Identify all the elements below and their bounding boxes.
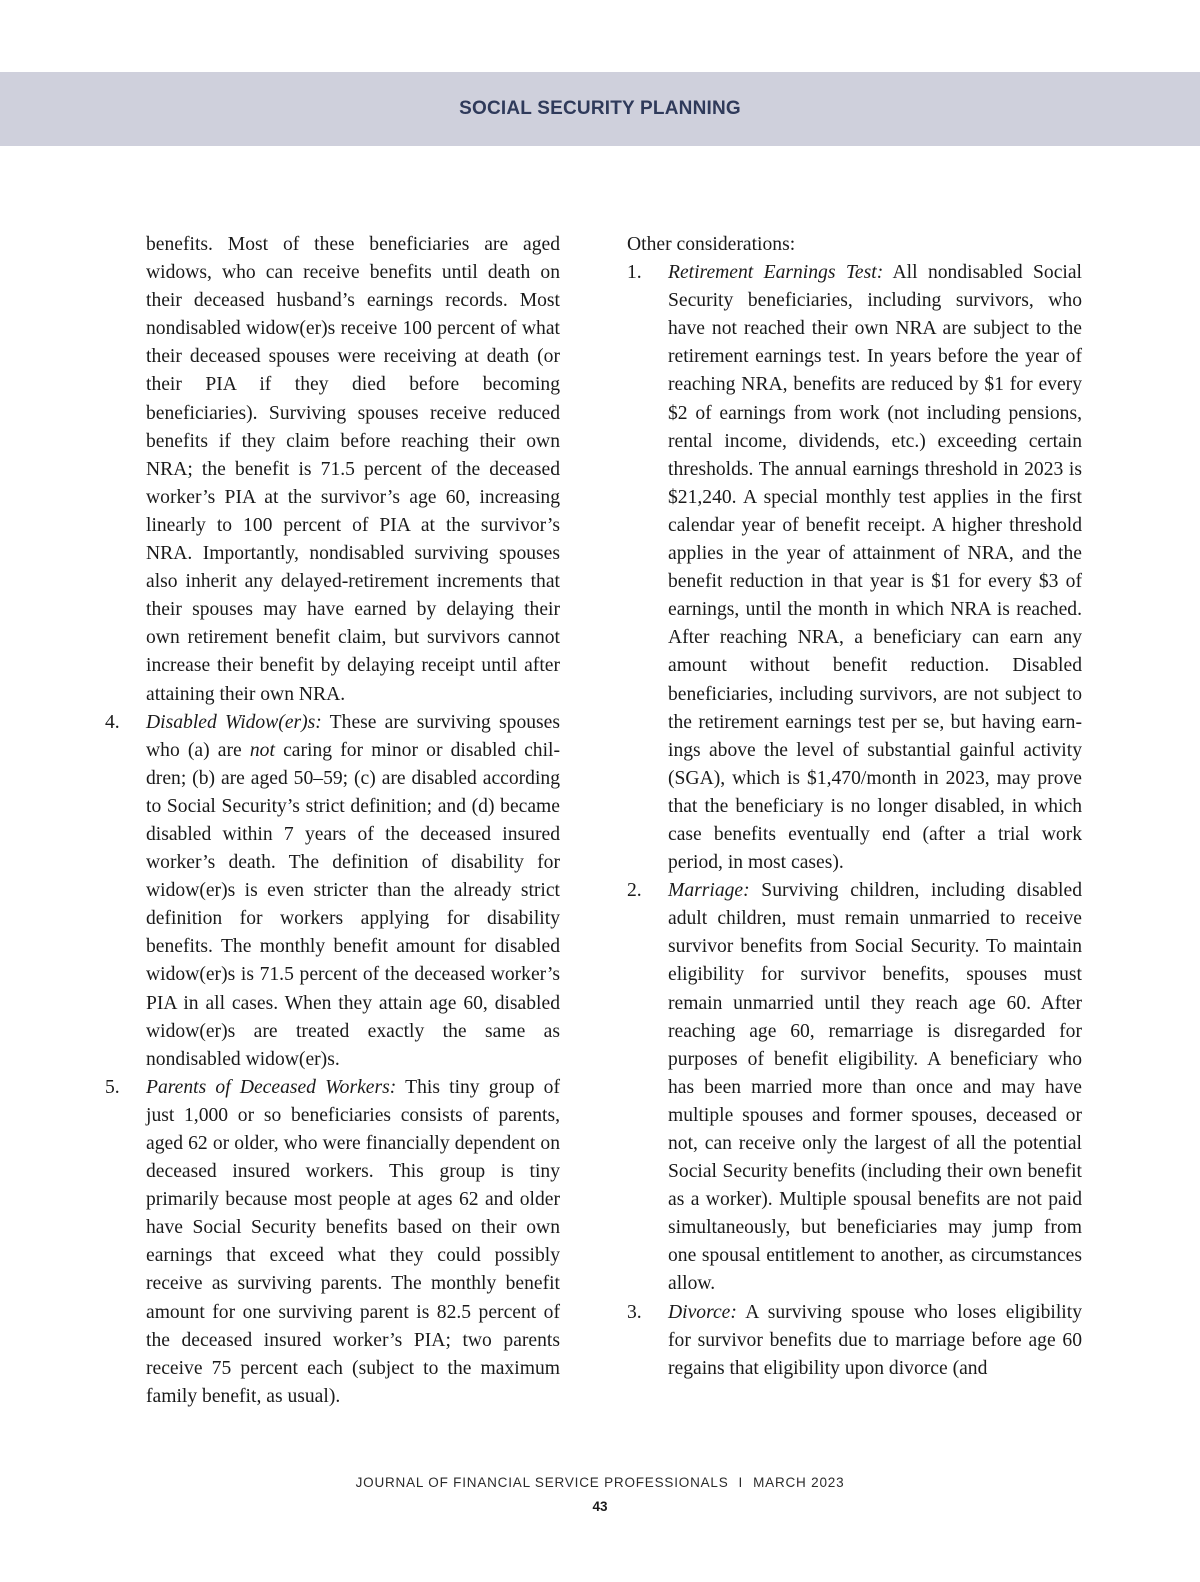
page-number: 43 [592, 1499, 608, 1514]
list-number: 5. [105, 1076, 120, 1098]
list-item-disabled-widowers [105, 709, 560, 1074]
footer-journal-line [0, 1475, 1200, 1490]
list-term: Disabled Widow(er)s: [146, 711, 322, 733]
continued-paragraph: benefits. Most of these beneficiaries are aged widows, who can receive benefits until death on their deceased husband’s earnings records. Most nondisabled widow(er)s receive 100 percent of what their deceased spouses were receiving at death (or their PIA if they died before becoming beneficiaries). Surviving spouses receive reduced benefits if they claim before reaching their own NRA; the benefit is 71.5 percent of the deceased worker’s PIA at the survivor’s age 60, increasing linearly to 100 percent of PIA at the survivor’s NRA. Importantly, nondisabled surviving spouses also inherit any delayed-retirement increments that their spouses may have earned by delaying their own retirement benefit claim, but survivors cannot increase their benefit by delaying receipt until after attaining their own NRA. [146, 234, 560, 705]
emphasis-word: not [249, 739, 275, 761]
left-column [105, 231, 560, 1411]
list-text: caring for minor or disabled children; (b) are aged 50–59; (c) are disabled according to Social Security’s strict definition; and (d) became disabled within 7 years of the deceased insured worker’s death. The definition of disability for widow(er)s is even stricter than the already strict definition for workers applying for disability benefits. The monthly benefit amount for disabled widow(er)s is 71.5 percent of the deceased worker’s PIA in all cases. When they attain age 60, disabled widow(er)s are treated exactly the same as nondisabled widow(er)s. [146, 739, 560, 1070]
list-text: This tiny group of just 1,000 or so beneficiaries consists of parents, aged 62 or older, who were financially dependent on deceased insured workers. This group is tiny primarily because most people at ages 62 and older have Social Security benefits based on their own earnings that exceed what they could possibly receive as surviving parents. The monthly benefit amount for one surviving parent is 82.5 percent of the deceased insured worker’s PIA; two parents receive 75 percent each (subject to the maximum family benefit, as usual). [146, 1076, 560, 1407]
footer-separator: I [738, 1475, 744, 1490]
list-text: Surviving children, including disabled adult children, must remain unmarried to receive survivor benefits from Social Security. To maintain eligibility for survivor benefits, spouses must remain unmarried until they reach age 60. After reaching age 60, remarriage is disregarded for purposes of benefit eligibility. A beneficiary who has been married more than once and may have multiple spouses and former spouses, deceased or not, can receive only the largest of all the potential Social Security benefits (including their own benefit as a worker). Multiple spousal benefits are not paid simultaneously, but beneficiaries may jump from one spousal entitlement to another, as circumstances allow. [668, 880, 1082, 1295]
right-column [627, 231, 1082, 1383]
list-number: 3. [627, 1301, 642, 1323]
issue-date: MARCH 2023 [753, 1475, 845, 1490]
list-item-marriage [627, 877, 1082, 1298]
list-term: Parents of Deceased Workers: [146, 1076, 397, 1098]
journal-name: JOURNAL OF FINANCIAL SERVICE PROFESSIONALS [355, 1475, 729, 1490]
list-number: 1. [627, 262, 642, 284]
list-text: All nondisabled Social Security beneficiaries, including survivors, who have not reached their own NRA are subject to the retirement earnings test. In years before the year of reaching NRA, benefits are reduced by $1 for every $2 of earnings from work (not including pensions, rental income, dividends, etc.) exceeding certain thresholds. The annual earnings threshold in 2023 is $21,240. A special monthly test applies in the first calendar year of benefit receipt. A higher threshold applies in the year of attainment of NRA, and the benefit reduction in that year is $1 for every $3 of earnings, until the month in which NRA is reached. After reaching NRA, a beneficiary can earn any amount without benefit reduction. Disabled beneficiaries, including survivors, are not subject to the retirement earnings test per se, but having earnings above the level of substantial gainful activity (SGA), which is $1,470/month in 2023, may prove that the beneficiary is no longer disabled, in which case benefits eventually end (after a trial work period, in most cases). [668, 262, 1082, 874]
other-considerations-intro: Other considerations: [627, 234, 796, 255]
list-number: 2. [627, 880, 642, 902]
section-title: SOCIAL SECURITY PLANNING [459, 98, 741, 119]
list-text: These are surviving spouses who (a) are [146, 711, 560, 761]
list-item-earnings-test [627, 259, 1082, 877]
list-item-divorce [627, 1299, 1082, 1383]
right-list [627, 259, 1082, 1383]
list-term: Marriage: [668, 880, 750, 902]
list-number: 4. [105, 711, 120, 733]
list-item-parents [105, 1074, 560, 1411]
list-term: Divorce: [668, 1301, 737, 1323]
list-text: A surviving spouse who loses eligibility for survivor benefits due to marriage before age 60 regains that eligibility upon divorce (and [668, 1301, 1082, 1379]
left-list [105, 709, 560, 1411]
list-term: Retirement Earnings Test: [668, 262, 884, 284]
